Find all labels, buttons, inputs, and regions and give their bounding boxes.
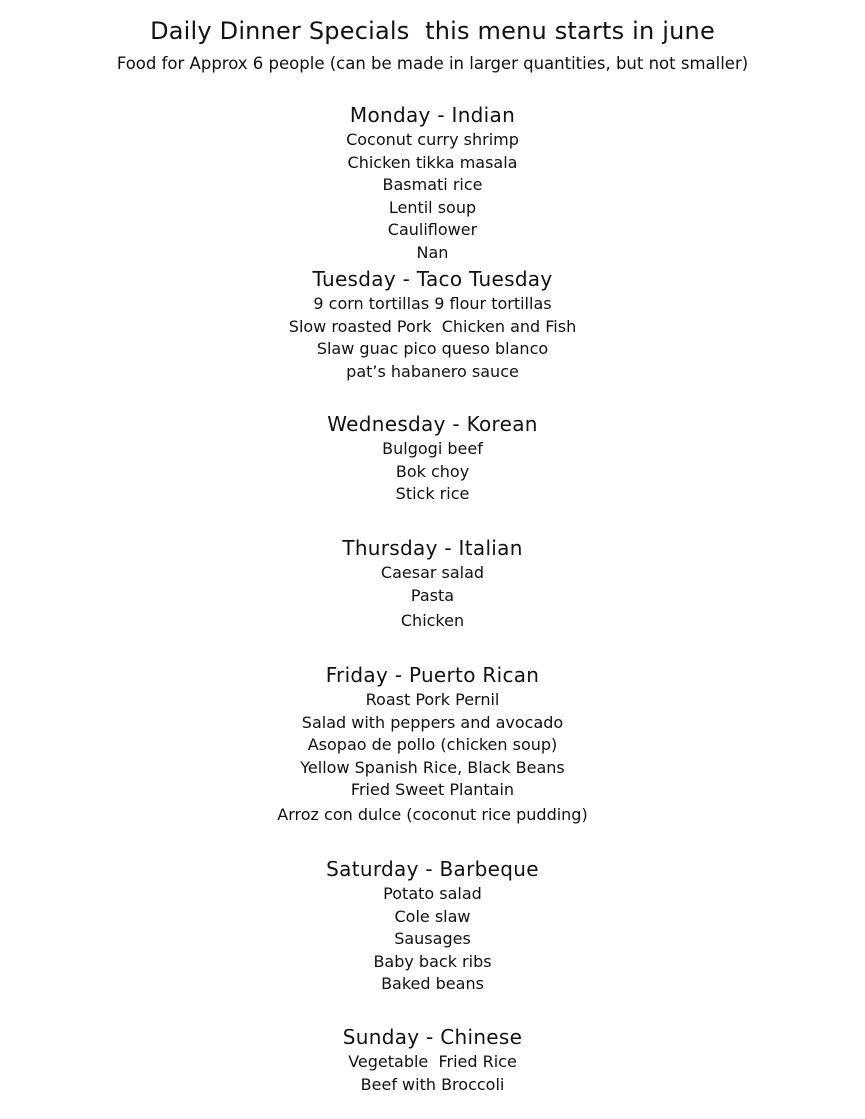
- menu-item: Coconut curry shrimp: [346, 130, 519, 149]
- menu-item: Nan: [416, 242, 449, 262]
- menu-items-wednesday: [0, 438, 865, 506]
- menu-item: Slow roasted Pork Chicken and Fish: [288, 316, 577, 336]
- menu-item: Chicken tikka masala: [347, 152, 518, 172]
- menu-item: Caesar salad: [380, 563, 485, 582]
- menu-item: Beef with Broccoli: [360, 1074, 505, 1094]
- menu-items-friday: [0, 689, 865, 827]
- menu-item: Asopao de pollo (chicken soup): [307, 735, 558, 754]
- day-heading-friday: Friday - Puerto Rican: [325, 663, 540, 687]
- menu-item: Potato salad: [383, 884, 482, 903]
- menu-item: Bok choy: [395, 461, 470, 481]
- menu-item: Baked beans: [381, 974, 484, 993]
- menu-item: Sausages: [394, 929, 471, 948]
- menu-item: pat’s habanero sauce: [346, 361, 519, 381]
- day-heading-saturday: Saturday - Barbeque: [326, 857, 539, 881]
- day-heading-monday: Monday - Indian: [349, 103, 516, 127]
- menu-item: Yellow Spanish Rice, Black Beans: [300, 757, 565, 777]
- menu-item: Vegetable Fried Rice: [348, 1052, 517, 1071]
- menu-title: Daily Dinner Specials this menu starts in june: [150, 17, 715, 45]
- day-section-friday: [0, 662, 865, 827]
- day-section-sunday: [0, 1024, 865, 1096]
- menu-item: Salad with peppers and avocado: [301, 712, 564, 732]
- menu-item: Cole slaw: [394, 906, 471, 926]
- day-section-thursday: [0, 535, 865, 632]
- day-heading-tuesday: Tuesday - Taco Tuesday: [312, 267, 553, 291]
- menu-items-tuesday: [0, 293, 865, 383]
- menu-item: Cauliflower: [387, 220, 478, 239]
- menu-items-saturday: [0, 883, 865, 996]
- menu-item: Fried Sweet Plantain: [350, 780, 515, 799]
- day-section-tuesday: [0, 266, 865, 383]
- menu-item: Arroz con dulce (coconut rice pudding): [277, 805, 588, 824]
- menu-items-sunday: [0, 1051, 865, 1096]
- menu-subtitle: Food for Approx 6 people (can be made in larger quantities, but not smaller): [116, 54, 749, 73]
- menu-item: Slaw guac pico queso blanco: [316, 339, 549, 358]
- menu-item: Lentil soup: [388, 197, 477, 217]
- day-heading-thursday: Thursday - Italian: [342, 536, 523, 560]
- menu-item: Chicken: [400, 610, 465, 630]
- menu-item: Stick rice: [395, 484, 470, 503]
- menu-items-monday: [0, 129, 865, 264]
- day-heading-wednesday: Wednesday - Korean: [327, 412, 538, 436]
- menu-item: 9 corn tortillas 9 flour tortillas: [313, 294, 552, 313]
- day-section-wednesday: [0, 411, 865, 506]
- menu-item: Basmati rice: [382, 175, 483, 194]
- day-section-saturday: [0, 856, 865, 996]
- menu-item: Pasta: [410, 585, 455, 605]
- menu-item: Baby back ribs: [373, 951, 492, 971]
- day-heading-sunday: Sunday - Chinese: [342, 1025, 523, 1049]
- menu-item: Bulgogi beef: [382, 439, 483, 458]
- day-section-monday: [0, 102, 865, 264]
- menu-items-thursday: [0, 562, 865, 632]
- menu-item: Roast Pork Pernil: [365, 690, 500, 709]
